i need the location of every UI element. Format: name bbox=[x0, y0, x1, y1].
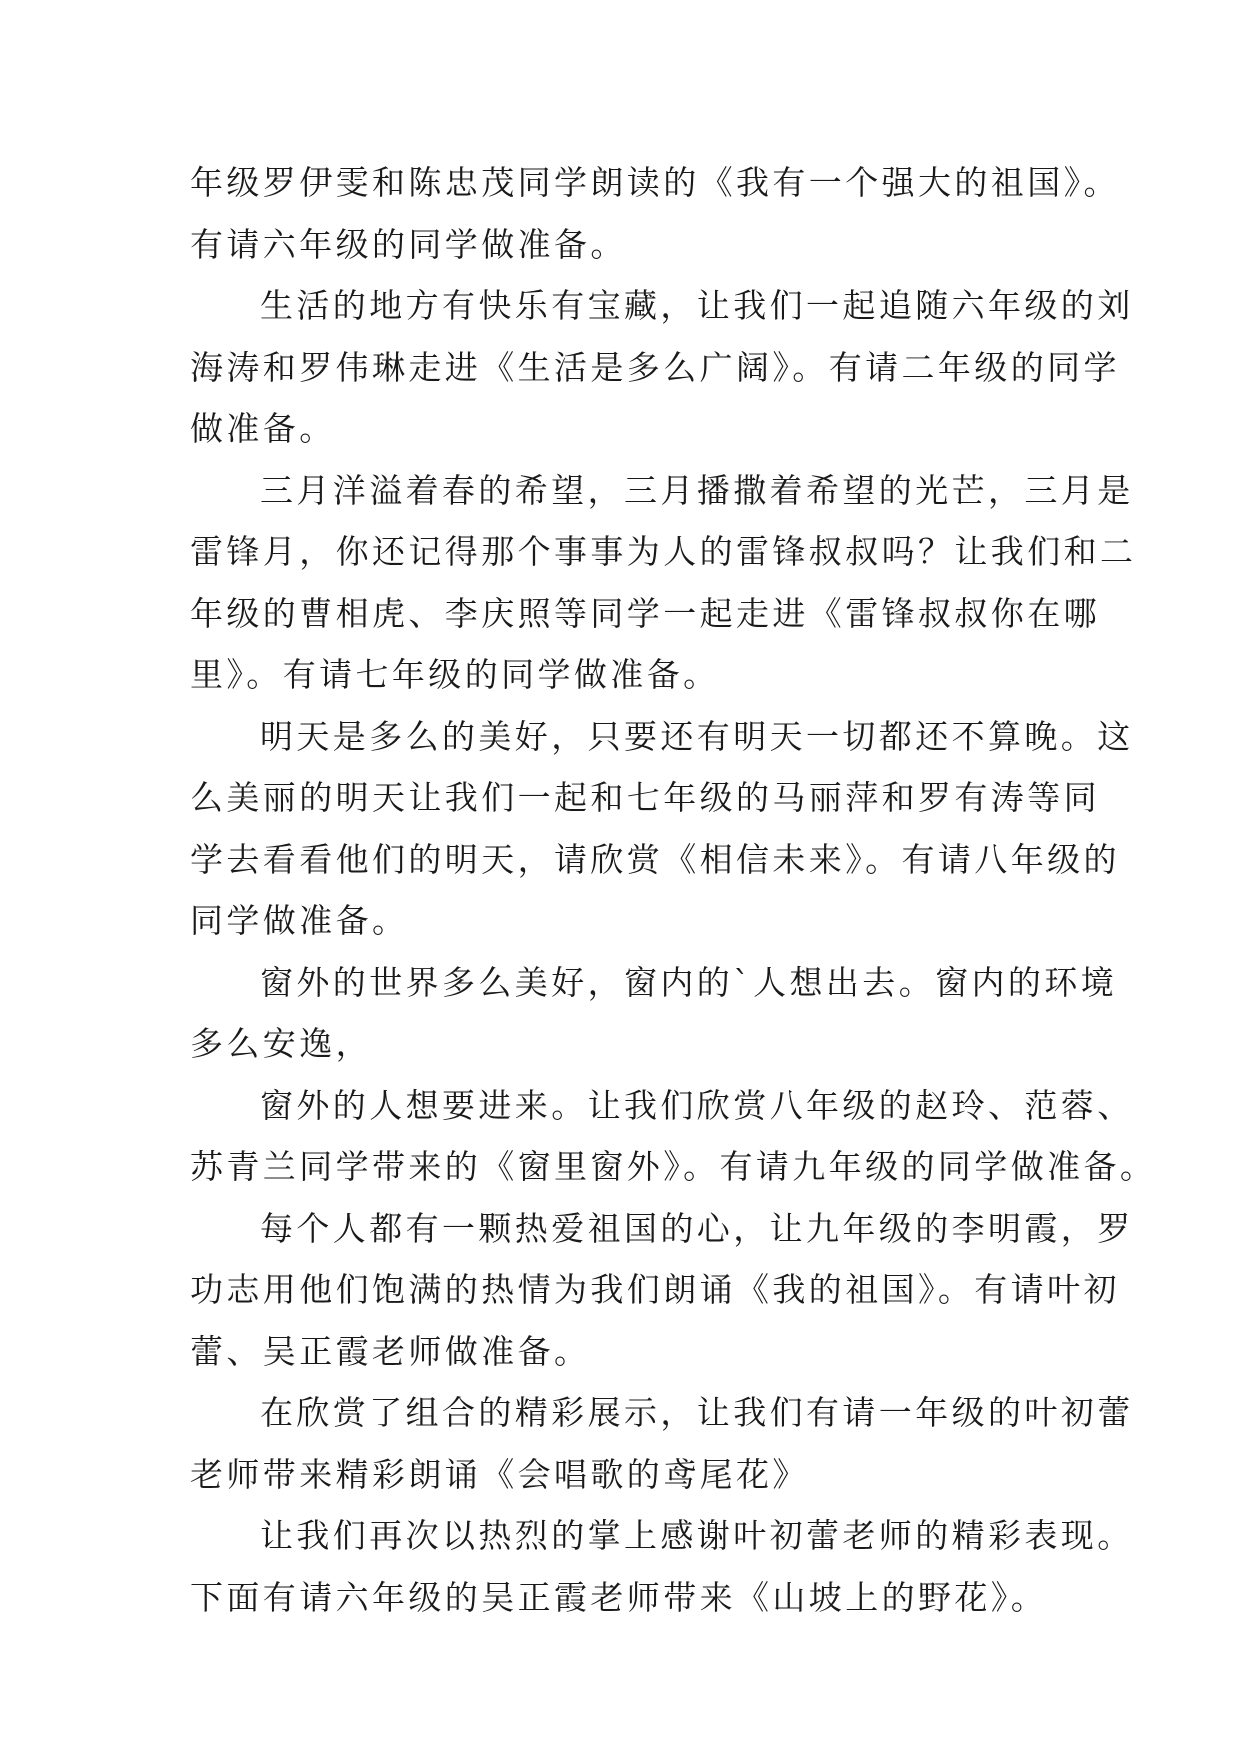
paragraph bbox=[190, 952, 1118, 1075]
paragraph bbox=[190, 152, 1120, 275]
text-line: 同学做准备。 bbox=[190, 901, 409, 940]
text-line: 明天是多么的美好，只要还有明天一切都还不算晚。这 bbox=[260, 716, 1134, 756]
text-line: 老师带来精彩朗诵《会唱歌的鸢尾花》 bbox=[190, 1454, 809, 1494]
text-line: 年级罗伊雯和陈忠茂同学朗读的《我有一个强大的祖国》。 bbox=[190, 163, 1120, 202]
text-line: 窗外的世界多么美好，窗内的`人想出去。窗内的环境 bbox=[260, 962, 1118, 1002]
text-line: 窗外的人想要进来。让我们欣赏八年级的赵玲、范蓉、 bbox=[260, 1085, 1134, 1125]
text-line: 三月洋溢着春的希望，三月播撒着希望的光芒，三月是 bbox=[260, 470, 1134, 510]
text-line: 雷锋月，你还记得那个事事为人的雷锋叔叔吗？让我们和二 bbox=[190, 532, 1137, 571]
text-line: 苏青兰同学带来的《窗里窗外》。有请九年级的同学做准备。 bbox=[190, 1147, 1157, 1186]
text-line: 生活的地方有快乐有宝藏，让我们一起追随六年级的刘 bbox=[260, 286, 1134, 325]
text-line: 么美丽的明天让我们一起和七年级的马丽萍和罗有涛等同 bbox=[190, 778, 1100, 817]
text-line: 功志用他们饱满的热情为我们朗诵《我的祖国》。有请叶初 bbox=[190, 1270, 1120, 1309]
text-line: 蕾、吴正霞老师做准备。 bbox=[190, 1331, 591, 1371]
text-line: 海涛和罗伟琳走进《生活是多么广阔》。有请二年级的同学 bbox=[190, 347, 1120, 387]
paragraph bbox=[190, 1505, 1134, 1628]
paragraph bbox=[190, 275, 1134, 460]
document-body bbox=[190, 152, 1157, 1628]
text-line: 做准备。 bbox=[190, 409, 336, 448]
text-line: 让我们再次以热烈的掌上感谢叶初蕾老师的精彩表现。 bbox=[260, 1516, 1134, 1555]
text-line: 有请六年级的同学做准备。 bbox=[190, 224, 627, 264]
paragraph bbox=[190, 1382, 1134, 1505]
text-line: 每个人都有一颗热爱祖国的心，让九年级的李明霞，罗 bbox=[260, 1208, 1134, 1248]
text-line: 多么安逸， bbox=[190, 1024, 372, 1063]
paragraph bbox=[190, 460, 1137, 706]
paragraph bbox=[190, 1075, 1157, 1198]
text-line: 里》。有请七年级的同学做准备。 bbox=[190, 655, 720, 694]
text-line: 学去看看他们的明天，请欣赏《相信未来》。有请八年级的 bbox=[190, 839, 1120, 879]
text-line: 在欣赏了组合的精彩展示，让我们有请一年级的叶初蕾 bbox=[260, 1393, 1134, 1432]
paragraph bbox=[190, 1198, 1134, 1383]
text-line: 下面有请六年级的吴正霞老师带来《山坡上的野花》。 bbox=[190, 1577, 1048, 1617]
paragraph bbox=[190, 706, 1134, 952]
text-line: 年级的曹相虎、李庆照等同学一起走进《雷锋叔叔你在哪 bbox=[190, 593, 1100, 633]
